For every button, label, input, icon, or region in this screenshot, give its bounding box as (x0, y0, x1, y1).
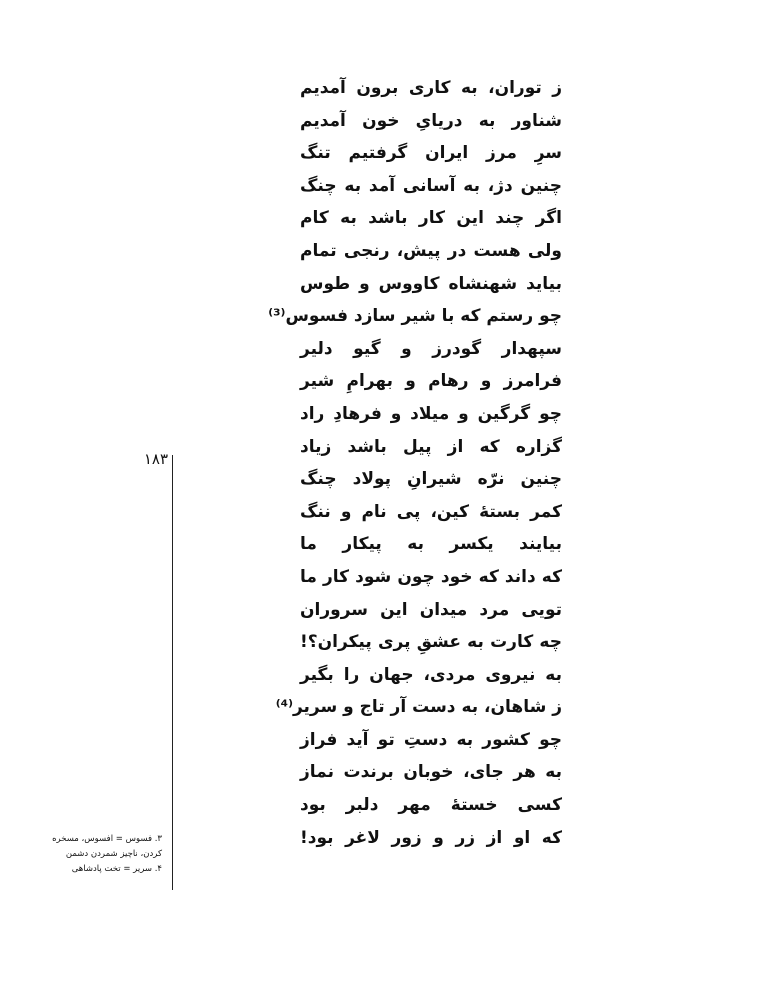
verse-line: تویی مرد میدان این سروران (300, 599, 562, 620)
verse-line: چنین دژ، به آسانی آمد به چنگ (300, 175, 562, 196)
verse-line: چنین نرّه شیرانِ پولاد چنگ (300, 469, 562, 490)
verse-line: بیاید شهنشاه کاووس و طوس (300, 273, 562, 294)
verse-line: به نیروی مردی، جهان را بگیر (300, 664, 562, 685)
verse-line: که داند که خود چون شود کار ما (300, 566, 562, 587)
verse-line: فرامرز و رهام و بهرامِ شیر (300, 371, 562, 392)
verse-line: اگر چند این کار باشد به کام (300, 208, 562, 229)
verse-line: گزاره که از پیل باشد زیاد (300, 436, 562, 457)
verse-line: ز شاهان، به دست آر تاج و سریر⁽⁴⁾ (275, 697, 562, 718)
verse-line: چو کشور به دستِ تو آید فراز (300, 729, 562, 750)
poem-verses (268, 72, 562, 854)
verse-line: سپهدار گودرز و گیو دلیر (300, 338, 562, 359)
verse-line: چه کارت به عشقِ پری پیکران؟! (300, 632, 562, 653)
footnotes (38, 832, 162, 877)
verse-line: سرِ مرز ایران گرفتیم تنگ (300, 143, 562, 164)
verse-line: کمر بستهٔ کین، پی نام و ننگ (300, 501, 562, 522)
margin-rule (172, 455, 173, 890)
page-number: ۱۸۳ (143, 450, 168, 468)
verse-line: ز توران، به کاری برون آمدیم (300, 78, 562, 98)
verse-line: بیایند یکسر به پیکار ما (300, 534, 562, 555)
verse-line: به هر جای، خوبان برندت نماز (300, 762, 562, 783)
verse-line: چو رستم که با شیر سازد فسوس⁽³⁾ (268, 306, 562, 327)
verse-line: شناور به دریایِ خون آمدیم (300, 110, 562, 131)
footnote-line: ۴. سریر = تخت پادشاهی (71, 864, 162, 874)
verse-line: ولی هست در پیش، رنجی تمام (300, 240, 562, 261)
verse-line: کسی خستهٔ مهر دلبر بود (300, 795, 562, 816)
footnote-line: کردن، ناچیز شمردن دشمن (65, 849, 162, 859)
footnote-line: ۳. فسوس = افسوس، مسخره (52, 834, 162, 844)
verse-line: که او از زر و زور لاغر بود! (300, 827, 562, 848)
verse-line: چو گرگین و میلاد و فرهادِ راد (300, 403, 562, 424)
